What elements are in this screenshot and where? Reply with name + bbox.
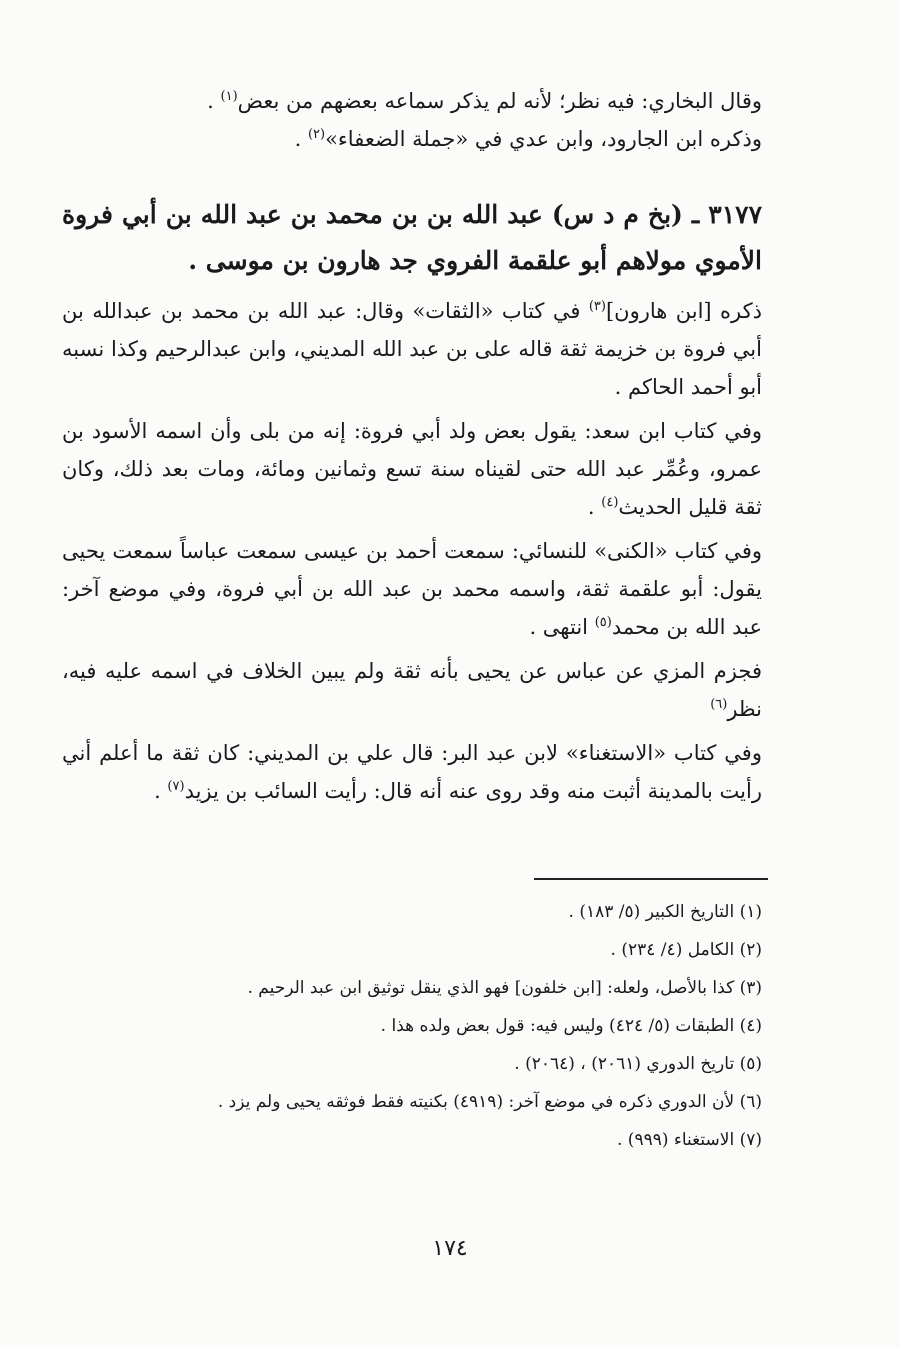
paragraph-ibn-sad <box>62 412 762 526</box>
continuation-text <box>62 82 762 158</box>
paragraph-thiqat <box>62 292 762 406</box>
paragraph-tail: . <box>207 89 221 113</box>
paragraph-mizzi <box>62 652 762 728</box>
paragraph-kuna <box>62 532 762 646</box>
footnote-ref: (٥) <box>594 615 612 630</box>
footnote-5: (٥) تاريخ الدوري (٢٠٦١) ، (٢٠٦٤) . <box>514 1054 762 1074</box>
page-number: ١٧٤ <box>432 1236 468 1261</box>
footnote-3: (٣) كذا بالأصل، ولعله: [ابن خلفون] فهو الذي ينقل توثيق ابن عبد الرحيم . <box>247 978 762 998</box>
footnote-2: (٢) الكامل (٤/ ٢٣٤) . <box>610 940 762 960</box>
footnote-ref: (٣) <box>588 299 606 314</box>
paragraph-text: وفي كتاب «الاستغناء» لابن عبد البر: قال علي بن المديني: كان ثقة ما أعلم أني رأيت بالمدينة أثبت منه وقد روى عنه أنه قال: رأيت السائب بن يزيد <box>62 741 762 803</box>
paragraph-tail: . <box>294 127 308 151</box>
paragraph-text: وذكره ابن الجارود، وابن عدي في «جملة الضعفاء» <box>325 127 762 151</box>
paragraph-text-continued: في كتاب «الثقات» وقال: عبد الله بن محمد بن عبدالله بن أبي فروة بن خزيمة ثقة قاله على بن عبد الله المديني، وابن عبدالرحيم وكذا نسبه أبو أحمد الحاكم . <box>62 299 762 399</box>
footnote-6: (٦) لأن الدوري ذكره في موضع آخر: (٤٩١٩) بكنيته فقط فوثقه يحيى ولم يزد . <box>217 1092 762 1112</box>
paragraph-istighna <box>62 734 762 810</box>
paragraph-text-continued: . <box>154 779 168 803</box>
paragraph-text: وفي كتاب ابن سعد: يقول بعض ولد أبي فروة: إنه من بلى وأن اسمه الأسود بن عمرو، وعُمِّر عبد الله حتى لقيناه سنة تسع وثمانين ومائة، ومات بعد ذلك، وكان ثقة قليل الحديث <box>62 419 762 519</box>
paragraph-text: فجزم المزي عن عباس عن يحيى بأنه ثقة ولم يبين الخلاف في اسمه عليه فيه، نظر <box>62 659 762 721</box>
footnote-ref: (٧) <box>167 779 185 794</box>
paragraph-text: وفي كتاب «الكنى» للنسائي: سمعت أحمد بن عيسى سمعت عباساً سمعت يحيى يقول: أبو علقمة ثقة، واسمه محمد بن عبد الله بن أبي فروة، وفي موضع آخر: عبد الله بن محمد <box>62 539 762 639</box>
footnote-ref: (٦) <box>710 697 728 712</box>
paragraph-text-continued: . <box>587 495 602 519</box>
footnote-ref: (١) <box>220 89 238 104</box>
paragraph-text-continued: انتهى . <box>529 615 595 639</box>
entry-heading: ٣١٧٧ ـ (بخ م د س) عبد الله بن بن محمد بن عبد الله بن أبي فروة الأموي مولاهم أبو علقمة الفروي جد هارون بن موسى . <box>62 200 762 275</box>
paragraph-text: ذكره [ابن هارون] <box>605 299 762 323</box>
footnote-divider <box>534 878 768 880</box>
footnote-7: (٧) الاستغناء (٩٩٩) . <box>616 1130 762 1150</box>
footnote-1: (١) التاريخ الكبير (٥/ ١٨٣) . <box>568 902 762 922</box>
footnote-4: (٤) الطبقات (٥/ ٤٢٤) وليس فيه: قول بعض ولده هذا . <box>380 1016 762 1036</box>
paragraph-bukhari <box>62 82 762 120</box>
paragraph-text: وقال البخاري: فيه نظر؛ لأنه لم يذكر سماعه بعضهم من بعض <box>237 89 762 113</box>
footnotes <box>90 893 762 1159</box>
footnote-ref: (٢) <box>307 127 326 142</box>
entry-body <box>62 292 762 810</box>
footnote-ref: (٤) <box>601 495 619 510</box>
paragraph-ibn-jarud <box>62 120 762 158</box>
entry-header <box>62 192 762 284</box>
